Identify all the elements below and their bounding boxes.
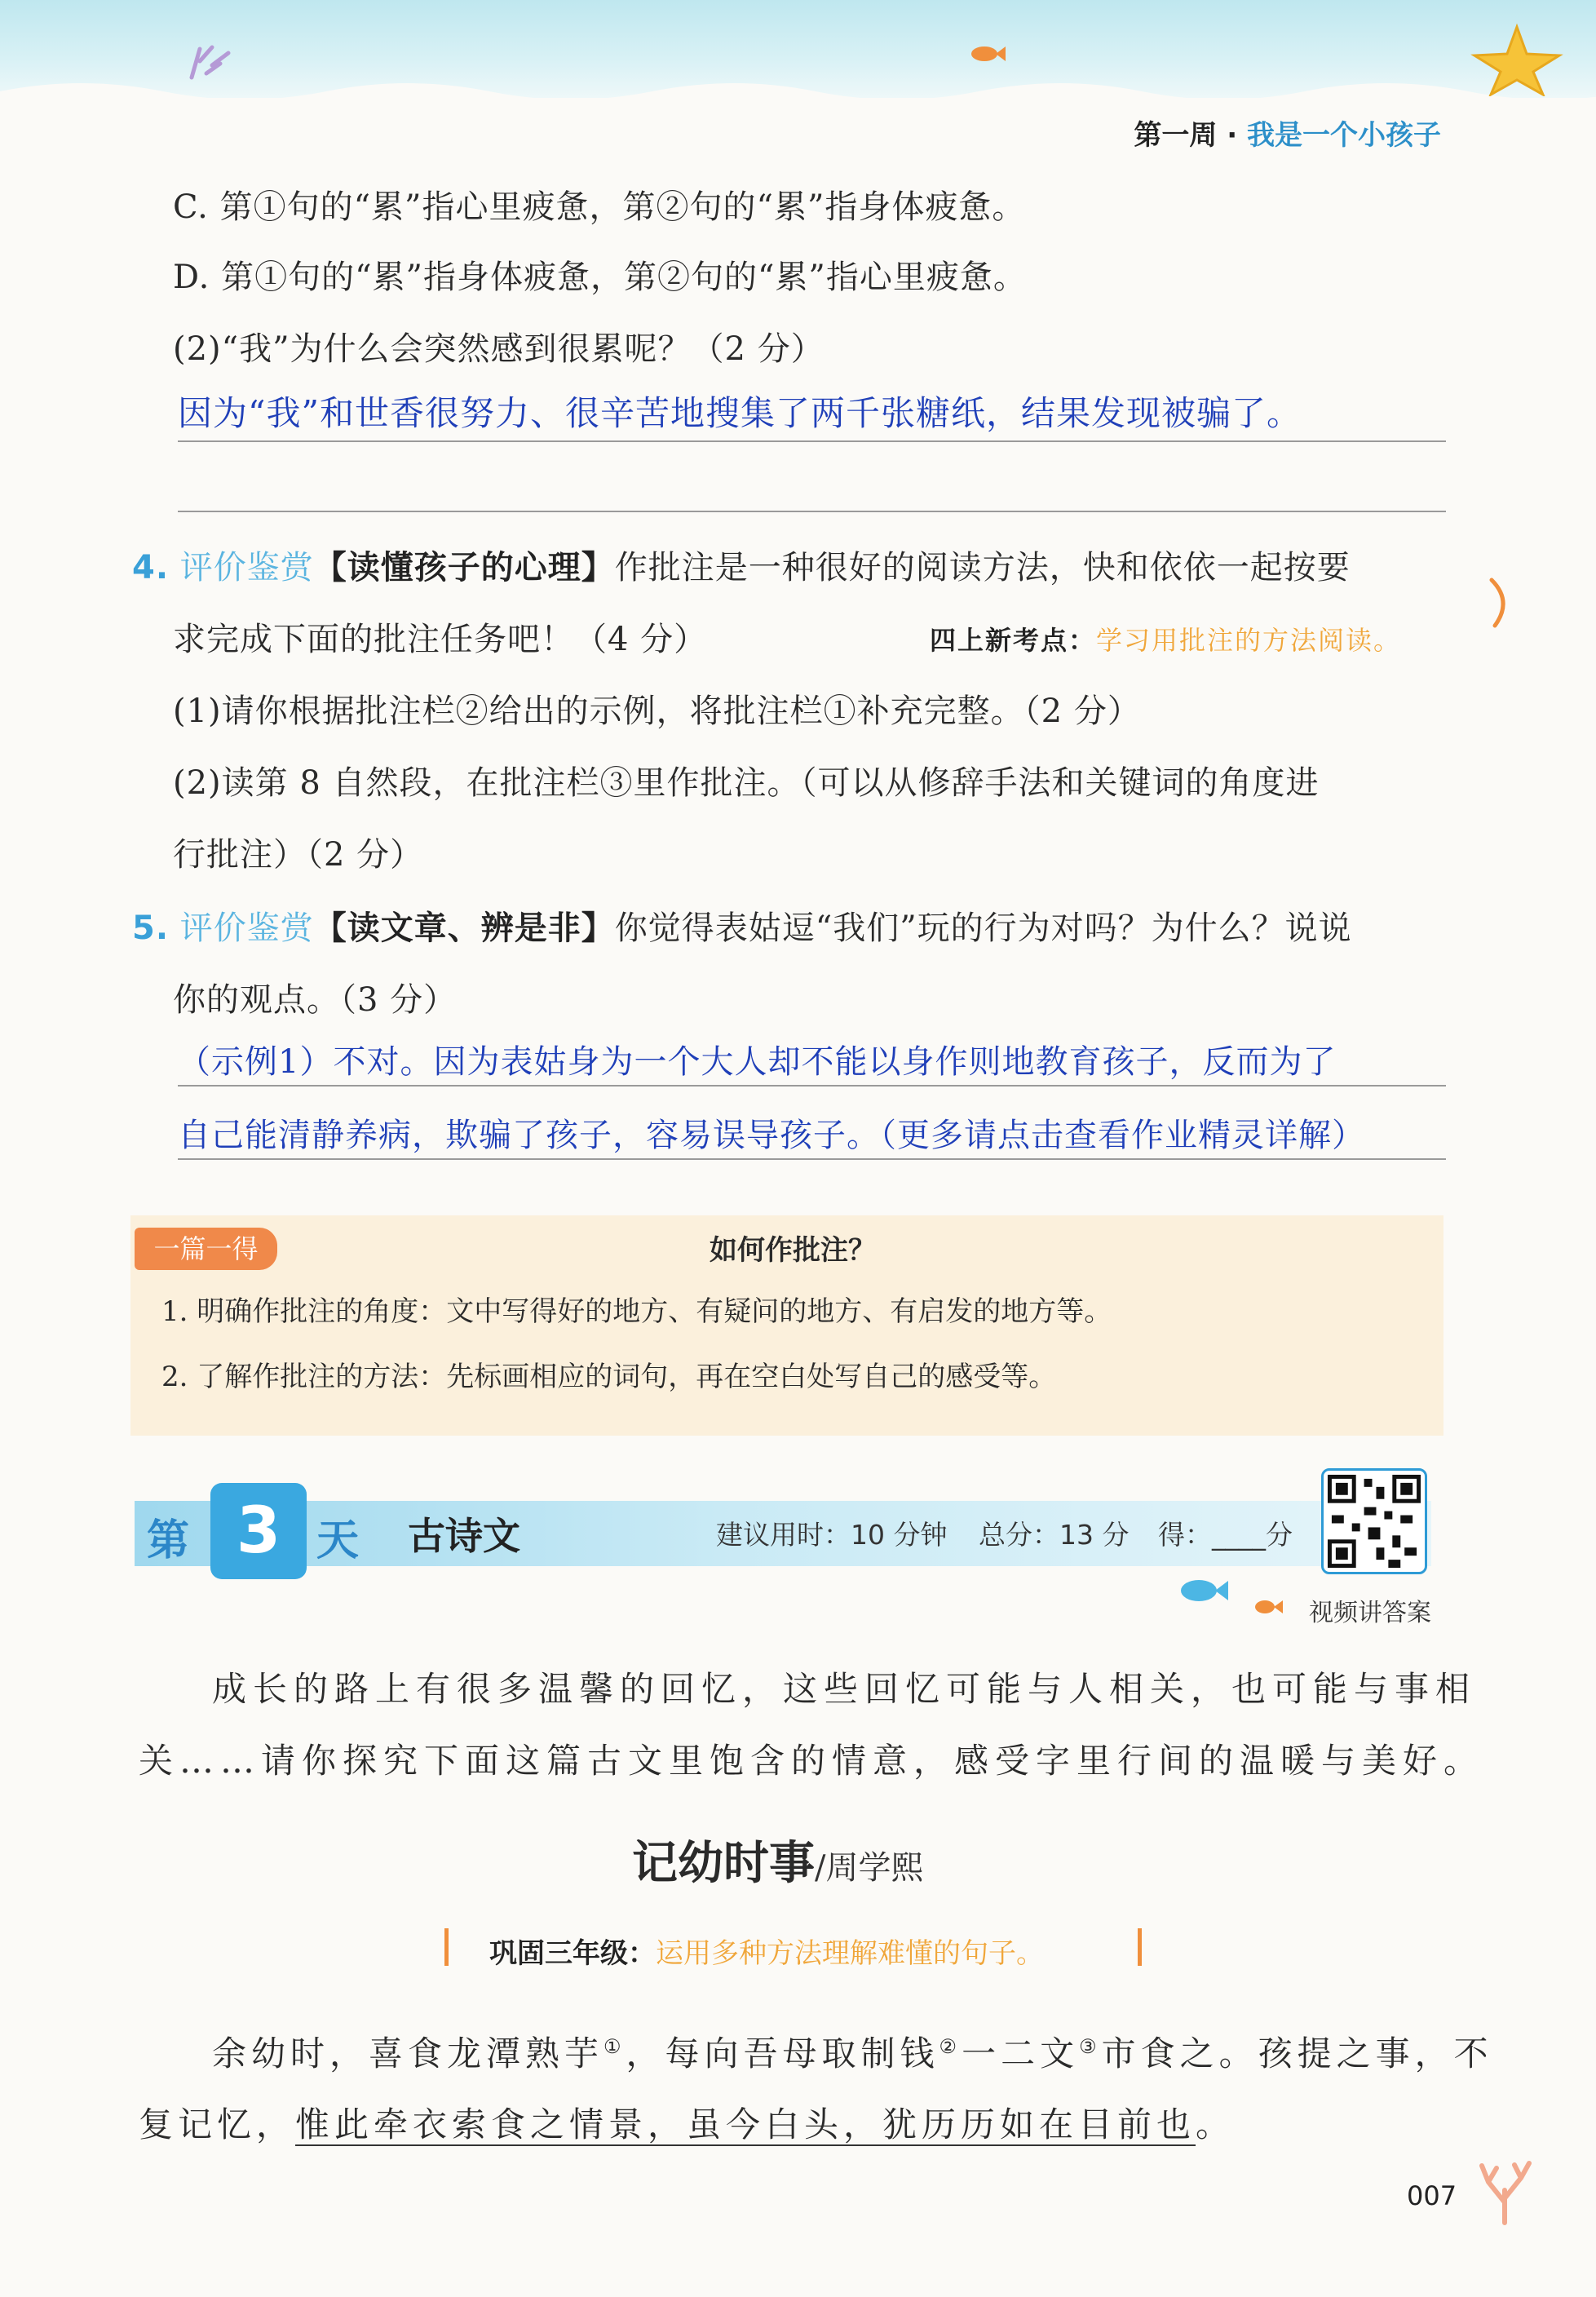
q3-sub2: (2)“我”为什么会突然感到很累呢？（2 分） bbox=[173, 330, 825, 368]
q4-sub2-line1: (2)读第 8 自然段，在批注栏③里作批注。（可以从修辞手法和关键词的角度进 bbox=[173, 764, 1320, 802]
underlined-sentence: 惟此牵衣索食之情景，虽今白头，犹历历如在目前也 bbox=[295, 2104, 1196, 2144]
score-field[interactable]: 得：____分 bbox=[1158, 1519, 1293, 1551]
question-text: 作批注是一种很好的阅读方法，快和依依一起按要 bbox=[614, 549, 1351, 586]
qr-label: 视频讲答案 bbox=[1309, 1599, 1431, 1627]
text-segment: ，每向吾母取制钱 bbox=[626, 2034, 939, 2073]
starfish-icon bbox=[1468, 23, 1566, 96]
question-tag: 评价鉴赏 bbox=[179, 910, 314, 947]
day-topic: 古诗文 bbox=[408, 1514, 520, 1558]
question-number: 5. bbox=[132, 910, 170, 947]
fish-icon bbox=[1174, 1574, 1231, 1607]
curved-arrow-icon bbox=[1487, 575, 1514, 632]
q4-sub2-line2: 行批注）（2 分） bbox=[173, 836, 424, 874]
q5-answer-line2: 自己能清静养病，欺骗了孩子，容易误导孩子。（更多请点击查看作业精灵详解） bbox=[178, 1117, 1365, 1154]
answer-line bbox=[178, 1158, 1446, 1160]
option-d: D. 第①句的“累”指身体疲惫，第②句的“累”指心里疲惫。 bbox=[173, 259, 1027, 296]
question-focus: 【读文章、辨是非】 bbox=[313, 910, 615, 947]
question-text: 你觉得表姑逗“我们”玩的行为对吗？为什么？说说 bbox=[614, 910, 1352, 947]
exam-point-label: 四上新考点： bbox=[930, 625, 1097, 656]
footnote-marker: ① bbox=[603, 2035, 626, 2058]
q4-line1 bbox=[132, 542, 1351, 588]
kp-bar-right bbox=[1138, 1928, 1142, 1966]
classical-text-line2 bbox=[139, 2098, 1235, 2147]
coral-icon bbox=[183, 41, 241, 82]
text-author: /周学熙 bbox=[815, 1849, 924, 1887]
question-number: 4. bbox=[132, 549, 170, 586]
q4-line2: 求完成下面的批注任务吧！（4 分） bbox=[173, 621, 708, 658]
q5-line2: 你的观点。（3 分） bbox=[173, 981, 458, 1019]
q5-answer-line1: （示例1）不对。因为表姑身为一个大人却不能以身作则地教育孩子，反而为了 bbox=[178, 1043, 1337, 1081]
question-tag: 评价鉴赏 bbox=[179, 549, 314, 586]
question-focus: 【读懂孩子的心理】 bbox=[313, 549, 615, 586]
suggested-time: 建议用时：10 分钟 bbox=[716, 1519, 948, 1551]
option-c: C. 第①句的“累”指心里疲惫，第②句的“累”指身体疲惫。 bbox=[173, 188, 1026, 226]
text-segment: 复记忆， bbox=[139, 2104, 296, 2144]
tip-item-2: 2. 了解作批注的方法：先标画相应的词句，再在空白处写自己的感受等。 bbox=[161, 1361, 1057, 1393]
running-header bbox=[1134, 113, 1441, 153]
qr-code-icon bbox=[1324, 1471, 1425, 1572]
day-number: 3 bbox=[210, 1483, 307, 1579]
text-segment: 。 bbox=[1196, 2104, 1236, 2144]
kp-bar-left bbox=[444, 1928, 449, 1966]
day-suffix: 天 bbox=[316, 1516, 360, 1565]
text-segment: 一二文 bbox=[962, 2034, 1080, 2073]
tip-item-1: 1. 明确作批注的角度：文中写得好的地方、有疑问的地方、有启发的地方等。 bbox=[161, 1295, 1112, 1328]
text-title bbox=[632, 1827, 923, 1892]
text-title-main: 记幼时事 bbox=[632, 1836, 815, 1890]
q5-line1 bbox=[132, 902, 1352, 949]
exam-point-text: 学习用批注的方法阅读。 bbox=[1096, 625, 1402, 656]
page-number: 007 bbox=[1407, 2180, 1457, 2211]
text-segment: 余幼时，喜食龙潭熟芋 bbox=[212, 2034, 604, 2073]
tip-title: 如何作批注？ bbox=[710, 1234, 876, 1267]
footnote-marker: ② bbox=[939, 2035, 962, 2058]
answer-line bbox=[178, 440, 1446, 442]
text-segment: 市食之。孩提之事，不 bbox=[1101, 2034, 1493, 2073]
coral-icon bbox=[1472, 2153, 1537, 2227]
fish-icon bbox=[1252, 1595, 1284, 1619]
answer-line bbox=[178, 1085, 1446, 1087]
tip-tag: 一篇一得 bbox=[135, 1228, 277, 1270]
q4-sub1: (1)请你根据批注栏②给出的示例，将批注栏①补充完整。（2 分） bbox=[173, 693, 1141, 730]
intro-line2: 关……请你探究下面这篇古文里饱含的情意，感受字里行间的温暖与美好。 bbox=[139, 1741, 1485, 1781]
classical-text-line1 bbox=[212, 2027, 1493, 2076]
week-label: 第一周 · bbox=[1134, 119, 1247, 152]
day-prefix: 第 bbox=[147, 1516, 190, 1565]
q3-answer: 因为“我”和世香很努力、很辛苦地搜集了两千张糖纸，结果发现被骗了。 bbox=[178, 393, 1302, 433]
review-point-text: 运用多种方法理解难懂的句子。 bbox=[656, 1937, 1044, 1970]
qr-code[interactable] bbox=[1321, 1468, 1427, 1574]
fish-icon bbox=[966, 42, 1007, 65]
unit-topic: 我是一个小孩子 bbox=[1247, 119, 1441, 152]
review-point bbox=[489, 1931, 1044, 1972]
intro-line1: 成长的路上有很多温馨的回忆，这些回忆可能与人相关，也可能与事相 bbox=[212, 1669, 1477, 1709]
review-point-label: 巩固三年级： bbox=[489, 1937, 656, 1970]
total-score: 总分：13 分 bbox=[979, 1519, 1130, 1551]
answer-line bbox=[178, 511, 1446, 512]
new-exam-point bbox=[930, 620, 1401, 657]
footnote-marker: ③ bbox=[1079, 2035, 1102, 2058]
